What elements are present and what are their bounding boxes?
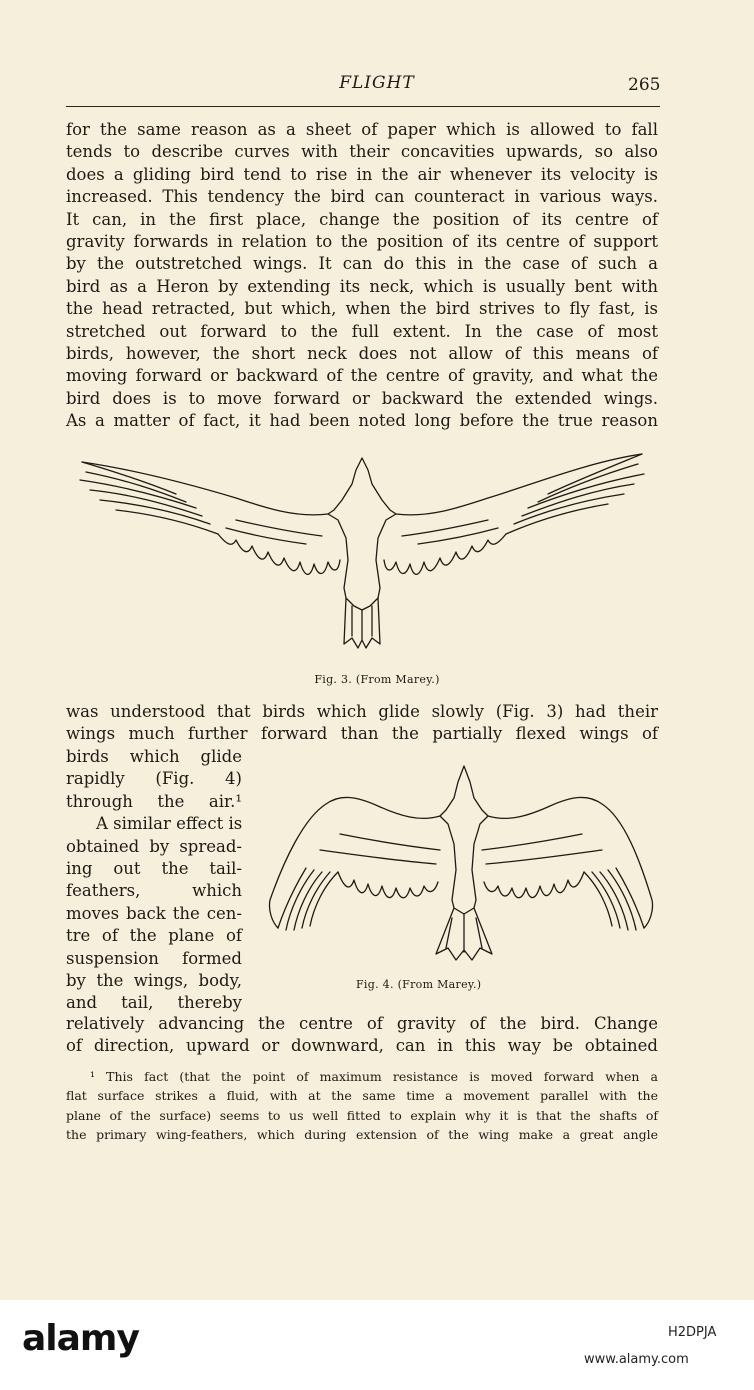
paragraph-3-line: by the wings, body, (66, 971, 242, 991)
fig3-left-coverts (226, 520, 322, 544)
footnote-line: the primary wing-feathers, which during extension of the wing make a great angle (66, 1127, 658, 1143)
paragraph-1-line: bird as a Heron by extending its neck, which is usually bent with (66, 276, 658, 296)
fig4-left-secondaries (338, 872, 438, 898)
paragraph-4-line: of direction, upward or downward, can in this way be obtained (66, 1036, 658, 1056)
watermark-url: www.alamy.com (584, 1352, 689, 1367)
paragraph-3-line: moves back the cen- (66, 903, 242, 923)
fig4-body-outline (440, 766, 488, 914)
paragraph-4-line: relatively advancing the centre of gravity of the bird. Change (66, 1014, 658, 1033)
paragraph-1-line: does a gliding bird tend to rise in the air whenever its velocity is (66, 164, 658, 184)
paragraph-1-line: by the outstretched wings. It can do this in the case of such a (66, 254, 658, 274)
paragraph-3-line: A similar effect is (96, 814, 243, 834)
paragraph-1-line: As a matter of fact, it had been noted long before the true reason (66, 411, 658, 431)
paragraph-1-line: tends to describe curves with their concavities upwards, so also (66, 142, 658, 162)
paragraph-1 (66, 119, 658, 433)
footnote-line: flat surface strikes a fluid, with at the same time a movement parallel with the (66, 1088, 658, 1104)
paragraph-1-line: birds, however, the short neck does not allow of this means of (66, 344, 658, 364)
fig4-right-wing-leading-edge (488, 797, 653, 928)
page-number: 265 (628, 75, 661, 95)
paragraph-2 (66, 701, 658, 746)
header-rule (66, 106, 660, 107)
paragraph-2-line: wings much further forward than the partially flexed wings of (66, 724, 658, 744)
figure-4-bird-illustration (260, 760, 660, 970)
fig3-right-coverts (402, 520, 498, 544)
paragraph-3-line: obtained by spread- (66, 836, 242, 856)
paragraph-3-line: birds which glide (66, 747, 242, 766)
footnote-line: plane of the surface) seems to us well fitted to explain why it is that the shafts of (66, 1107, 658, 1123)
footnote-line: ¹ This fact (that the point of maximum resistance is moved forward when a (90, 1069, 658, 1084)
paragraph-3-line: ing out the tail- (66, 859, 242, 879)
fig4-left-wing-leading-edge (269, 797, 440, 928)
fig4-left-coverts (320, 834, 440, 864)
running-header-title: FLIGHT (339, 73, 415, 93)
paragraph-1-line: the head retracted, but which, when the bird strives to fly fast, is (66, 299, 658, 319)
paragraph-3-line: feathers, which (66, 881, 242, 901)
fig3-right-primaries (506, 454, 644, 534)
fig3-body-outline (328, 458, 396, 610)
fig4-right-secondaries (484, 872, 584, 898)
fig4-right-coverts (482, 834, 602, 864)
paragraph-1-line: moving forward or backward of the centre of gravity, and what the (66, 366, 658, 386)
fig4-right-primaries (584, 868, 644, 930)
paragraph-3-line: and tail, thereby (66, 993, 242, 1013)
paragraph-1-line: It can, in the first place, change the position of its centre of (66, 209, 658, 229)
figure-3-caption: Fig. 3. (From Marey.) (314, 673, 440, 686)
paragraph-1-line: for the same reason as a sheet of paper which is allowed to fall (66, 120, 658, 139)
paragraph-1-line: bird does is to move forward or backward the extended wings. (66, 388, 658, 408)
paragraph-1-line: increased. This tendency the bird can counteract in various ways. (66, 187, 658, 207)
paragraph-3-line: tre of the plane of (66, 926, 242, 946)
paragraph-1-line: stretched out forward to the full extent. In the case of most (66, 321, 658, 341)
paragraph-1-line: gravity forwards in relation to the position of its centre of support (66, 232, 658, 252)
paragraph-2-line: was understood that birds which glide slowly (Fig. 3) had their (66, 702, 658, 721)
fig3-left-primaries (80, 462, 218, 534)
footnote (66, 1067, 658, 1145)
fig3-right-wing-leading-edge (396, 454, 642, 515)
fig4-tail (436, 908, 492, 960)
image-id-label: H2DPJA (668, 1325, 717, 1340)
paragraph-3-line: through the air.¹ (66, 791, 242, 811)
paragraph-4 (66, 1013, 658, 1058)
paragraph-3 (66, 746, 242, 1015)
paragraph-3-line: suspension formed (66, 948, 242, 968)
alamy-logo: alamy (22, 1318, 139, 1359)
paragraph-3-line: rapidly (Fig. 4) (66, 769, 242, 789)
fig3-tail (344, 598, 380, 648)
fig3-left-wing-leading-edge (82, 462, 328, 515)
figure-4-caption: Fig. 4. (From Marey.) (356, 978, 482, 991)
figure-3-bird-illustration (76, 448, 648, 658)
fig4-left-primaries (278, 868, 338, 930)
